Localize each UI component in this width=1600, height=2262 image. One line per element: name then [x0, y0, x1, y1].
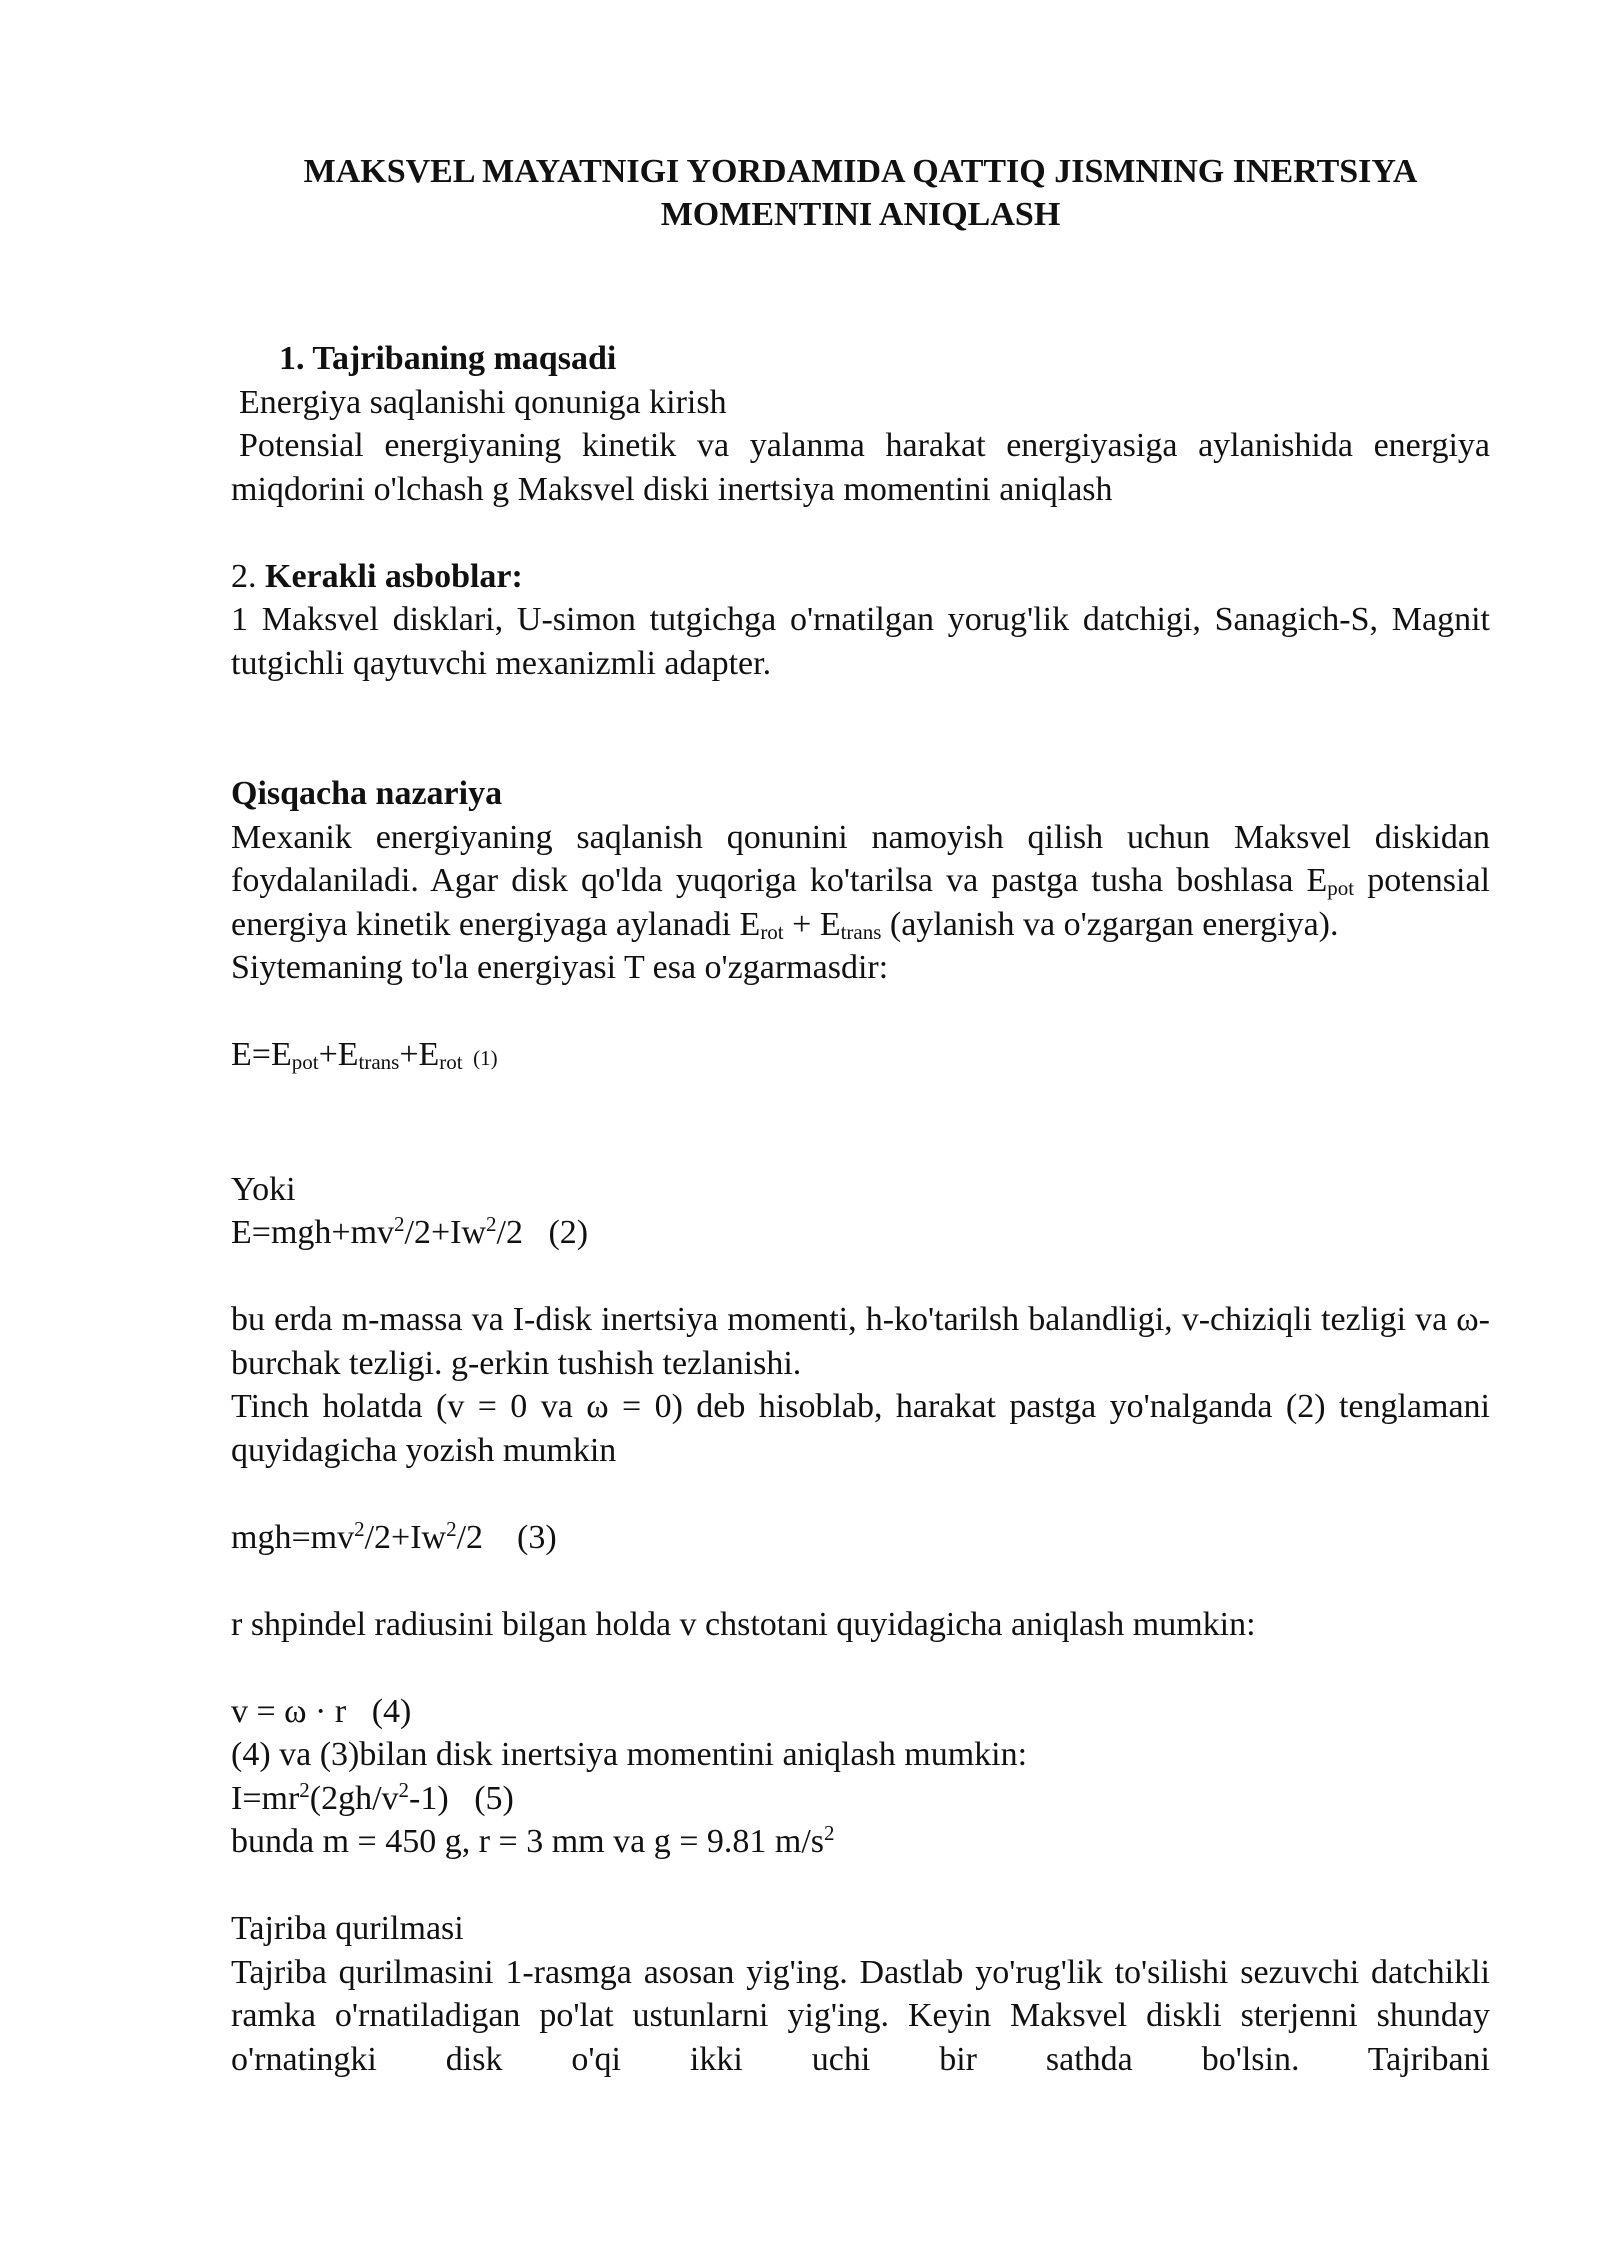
equation-4: v = ω · r (4) — [231, 1692, 412, 1730]
parameters-line: bunda m = 450 g, r = 3 mm va g = 9.81 $m/s^2$ — [231, 1821, 835, 1860]
theory-paragraph-2: Siytemaning to'la energiyasi T esa o'zgarmasdir: — [231, 949, 889, 986]
section-2-paragraph: 1 Maksvel disklari, U-simon tutgichga o'rnatilgan yorug'lik datchigi, Sanagich-S, Magnit tutgichli qaytuvchi mexanizmli adapter. — [231, 601, 1490, 682]
equation-3: $mgh=mv^2/2+Iw^2/2$ (3) — [231, 1516, 557, 1556]
variables-paragraph: bu erda m-massa va I-disk inertsiya momenti, h-ko'tarilsh balandligi, v-chiziqli tezligi va ω-burchak tezligi. g-erkin tushish tezlanishi. — [231, 1301, 1490, 1382]
section-1-line: Energiya saqlanishi qonuniga kirish — [239, 383, 727, 421]
document-title — [231, 150, 1490, 236]
setup-paragraph: Tajriba qurilmasini 1-rasmga asosan yig'ing. Dastlab yo'rug'lik to'silishi sezuvchi datchikli ramka o'rnatiladigan po'lat ustunlarni yig'ing. Keyin Maksvel diskli sterjenni shunday o'rnatingki disk o'qi ikki uchi bir sathda bo'lsin. Tajribani — [231, 1953, 1490, 2078]
theory-heading: Qisqacha nazariya — [231, 775, 503, 812]
equation-5: $I=mr^2(2gh/v^2-1)$ (5) — [231, 1777, 514, 1817]
equation-1: $E=E_{pot}+E_{trans}+E_{rot}$ (1) — [231, 1036, 498, 1074]
setup-heading: Tajriba qurilmasi — [231, 1910, 464, 1947]
yoki-text: Yoki — [231, 1170, 296, 1208]
document-page — [231, 150, 1490, 2081]
title-line-2: MOMENTINI ANIQLASH — [660, 196, 1061, 233]
rest-state-paragraph: Tinch holatda (v = 0 va ω = 0) deb hisoblab, harakat pastga yo'nalganda (2) tenglamani quyidagicha yozish mumkin — [231, 1388, 1490, 1469]
section-1-paragraph: Potensial energiyaning kinetik va yalanma harakat energiyasiga aylanishida energiya miqdorini o'lchash g Maksvel diski inertsiya momentini aniqlash — [231, 427, 1490, 508]
equation-2: $E=mgh+mv^2/2+Iw^2/2$ (2) — [231, 1212, 589, 1251]
theory-paragraph-1: Mexanik energiyaning saqlanish qonunini namoyish qilish uchun Maksvel diskidan foydalaniladi. Agar disk qo'lda yuqoriga ko'tarilsa va pastga tusha boshlasa $E_{pot}$ potensial energiya kinetik energiyaga aylanadi $E_{rot} + E_{trans}$ (aylanish va o'zgargan energiya). — [231, 818, 1490, 944]
title-line-1: MAKSVEL MAYATNIGI YORDAMIDA QATTIQ JISMNING INERTSIYA — [303, 153, 1418, 190]
inertia-paragraph: (4) va (3)bilan disk inertsiya momentini aniqlash mumkin: — [231, 1736, 1028, 1773]
section-2-heading: 2. Kerakli asboblar: — [231, 557, 523, 595]
radius-paragraph: r shpindel radiusini bilgan holda v chstotani quyidagicha aniqlash mumkin: — [231, 1605, 1256, 1643]
section-1-heading: 1. Tajribaning maqsadi — [279, 340, 617, 377]
